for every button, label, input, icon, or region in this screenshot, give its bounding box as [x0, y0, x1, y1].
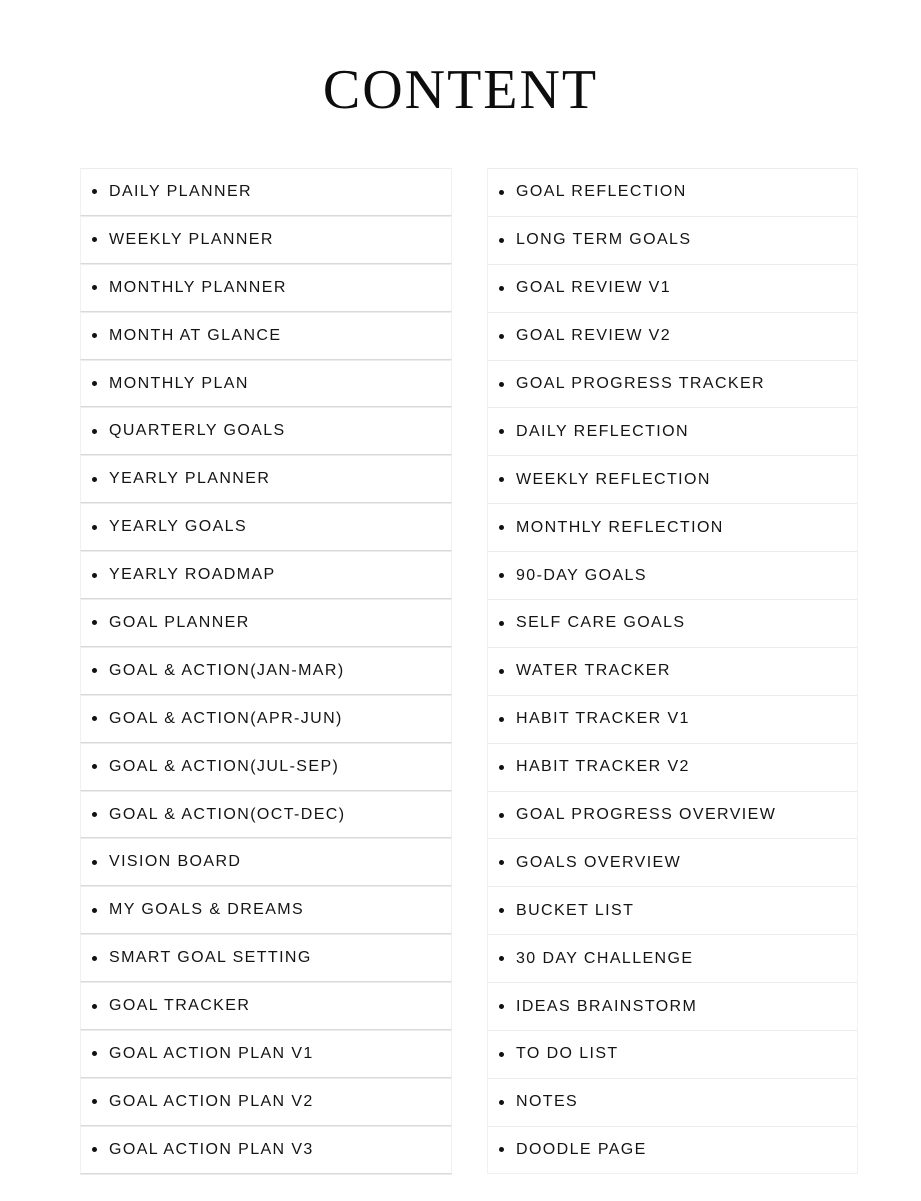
list-item[interactable]	[80, 1030, 452, 1078]
list-item[interactable]	[487, 791, 858, 839]
list-item-label: YEARLY GOALS	[109, 518, 248, 536]
bullet-icon	[92, 381, 97, 386]
list-item[interactable]	[80, 695, 452, 743]
list-item[interactable]	[487, 695, 858, 743]
bullet-icon	[92, 764, 97, 769]
list-item[interactable]	[487, 838, 858, 886]
list-item-label: 90-DAY GOALS	[516, 566, 647, 584]
list-item[interactable]	[487, 886, 858, 934]
bullet-icon	[92, 812, 97, 817]
list-item[interactable]	[80, 886, 452, 934]
list-item-label: BUCKET LIST	[516, 901, 635, 919]
list-item[interactable]	[80, 1078, 452, 1126]
list-item[interactable]	[487, 1030, 858, 1078]
bullet-icon	[92, 860, 97, 865]
list-item-label: QUARTERLY GOALS	[109, 422, 286, 440]
list-item[interactable]	[80, 743, 452, 791]
bullet-icon	[499, 1004, 504, 1009]
list-item[interactable]	[80, 838, 452, 886]
list-item-label: GOALS OVERVIEW	[516, 853, 682, 871]
list-item-label: DAILY REFLECTION	[516, 422, 689, 440]
list-item-label: GOAL PROGRESS OVERVIEW	[516, 806, 777, 824]
list-item[interactable]	[487, 455, 858, 503]
list-item-label: SMART GOAL SETTING	[109, 949, 312, 967]
list-item-label: WATER TRACKER	[516, 662, 671, 680]
list-item[interactable]	[80, 647, 452, 695]
bullet-icon	[92, 956, 97, 961]
bullet-icon	[499, 908, 504, 913]
list-item-label: GOAL & ACTION(JUL-SEP)	[109, 757, 340, 775]
list-item-label: GOAL & ACTION(OCT-DEC)	[109, 805, 346, 823]
list-item-label: MONTHLY REFLECTION	[516, 518, 724, 536]
list-item-label: TO DO LIST	[516, 1045, 619, 1063]
list-item[interactable]	[487, 934, 858, 982]
list-item-label: WEEKLY REFLECTION	[516, 470, 711, 488]
list-item[interactable]	[80, 503, 452, 551]
list-item[interactable]	[487, 551, 858, 599]
list-item[interactable]	[80, 312, 452, 360]
bullet-icon	[499, 765, 504, 770]
bullet-icon	[92, 237, 97, 242]
list-item-label: GOAL TRACKER	[109, 997, 251, 1015]
bullet-icon	[92, 429, 97, 434]
list-item[interactable]	[487, 168, 858, 216]
list-item-label: HABIT TRACKER V2	[516, 758, 690, 776]
contents-list-left	[80, 168, 452, 1174]
list-item-label: MONTHLY PLANNER	[109, 278, 287, 296]
bullet-icon	[92, 333, 97, 338]
bullet-icon	[499, 382, 504, 387]
list-item-label: GOAL & ACTION(APR-JUN)	[109, 709, 343, 727]
bullet-icon	[92, 189, 97, 194]
bullet-icon	[499, 238, 504, 243]
list-item[interactable]	[80, 599, 452, 647]
bullet-icon	[92, 525, 97, 530]
list-item[interactable]	[487, 647, 858, 695]
bullet-icon	[499, 286, 504, 291]
list-item-label: WEEKLY PLANNER	[109, 230, 274, 248]
list-item-label: MONTH AT GLANCE	[109, 326, 282, 344]
list-item[interactable]	[487, 982, 858, 1030]
bullet-icon	[499, 477, 504, 482]
list-item[interactable]	[80, 360, 452, 408]
list-item[interactable]	[487, 1126, 858, 1174]
bullet-icon	[499, 334, 504, 339]
list-item-label: 30 DAY CHALLENGE	[516, 949, 694, 967]
bullet-icon	[499, 190, 504, 195]
list-item-label: GOAL & ACTION(JAN-MAR)	[109, 661, 345, 679]
bullet-icon	[92, 1099, 97, 1104]
list-item-label: MONTHLY PLAN	[109, 374, 249, 392]
list-item-label: YEARLY PLANNER	[109, 470, 271, 488]
bullet-icon	[92, 668, 97, 673]
bullet-icon	[499, 621, 504, 626]
list-item[interactable]	[487, 216, 858, 264]
bullet-icon	[92, 620, 97, 625]
bullet-icon	[499, 813, 504, 818]
list-item-label: GOAL PROGRESS TRACKER	[516, 375, 766, 392]
bullet-icon	[499, 717, 504, 722]
list-item-label: MY GOALS & DREAMS	[109, 901, 305, 919]
bullet-icon	[499, 429, 504, 434]
list-item[interactable]	[487, 1078, 858, 1126]
list-item[interactable]	[80, 216, 452, 264]
list-item[interactable]	[487, 360, 858, 408]
list-item[interactable]	[80, 551, 452, 599]
bullet-icon	[499, 573, 504, 578]
list-item[interactable]	[80, 264, 452, 312]
list-item-label: SELF CARE GOALS	[516, 614, 686, 632]
list-item[interactable]	[80, 455, 452, 503]
bullet-icon	[499, 525, 504, 530]
bullet-icon	[499, 1147, 504, 1152]
list-item[interactable]	[80, 791, 452, 839]
bullet-icon	[92, 477, 97, 482]
contents-list-right	[487, 168, 858, 1174]
list-item[interactable]	[487, 264, 858, 312]
list-item[interactable]	[80, 168, 452, 216]
bullet-icon	[499, 860, 504, 865]
bullet-icon	[92, 1147, 97, 1152]
list-item-label: GOAL ACTION PLAN V2	[109, 1092, 314, 1110]
bullet-icon	[499, 956, 504, 961]
list-item[interactable]	[80, 934, 452, 982]
list-item[interactable]	[80, 1126, 452, 1174]
list-item[interactable]	[487, 312, 858, 360]
bullet-icon	[499, 669, 504, 674]
list-item-label: DOODLE PAGE	[516, 1140, 647, 1158]
list-item-label: GOAL REVIEW V1	[516, 279, 672, 297]
list-item[interactable]	[487, 407, 858, 455]
bullet-icon	[92, 1051, 97, 1056]
list-item-label: DAILY PLANNER	[109, 182, 252, 200]
list-item[interactable]	[80, 407, 452, 455]
list-item[interactable]	[487, 743, 858, 791]
list-item-label: YEARLY ROADMAP	[109, 566, 276, 584]
list-item-label: GOAL ACTION PLAN V3	[109, 1140, 314, 1158]
list-item-label: VISION BOARD	[109, 853, 242, 871]
bullet-icon	[92, 1004, 97, 1009]
bullet-icon	[92, 285, 97, 290]
list-item-label: GOAL REVIEW V2	[516, 327, 672, 345]
list-item[interactable]	[487, 503, 858, 551]
list-item-label: IDEAS BRAINSTORM	[516, 997, 698, 1015]
list-item-label: NOTES	[516, 1093, 579, 1111]
list-item-label: GOAL REFLECTION	[516, 183, 687, 201]
bullet-icon	[92, 716, 97, 721]
list-item-label: GOAL PLANNER	[109, 613, 250, 631]
list-item-label: GOAL ACTION PLAN V1	[109, 1044, 314, 1062]
list-item-label: LONG TERM GOALS	[516, 231, 692, 249]
page-title: CONTENT	[322, 59, 599, 121]
list-item-label: HABIT TRACKER V1	[516, 710, 690, 728]
bullet-icon	[499, 1100, 504, 1105]
bullet-icon	[92, 908, 97, 913]
bullet-icon	[499, 1052, 504, 1057]
bullet-icon	[92, 573, 97, 578]
list-item[interactable]	[80, 982, 452, 1030]
list-item[interactable]	[487, 599, 858, 647]
